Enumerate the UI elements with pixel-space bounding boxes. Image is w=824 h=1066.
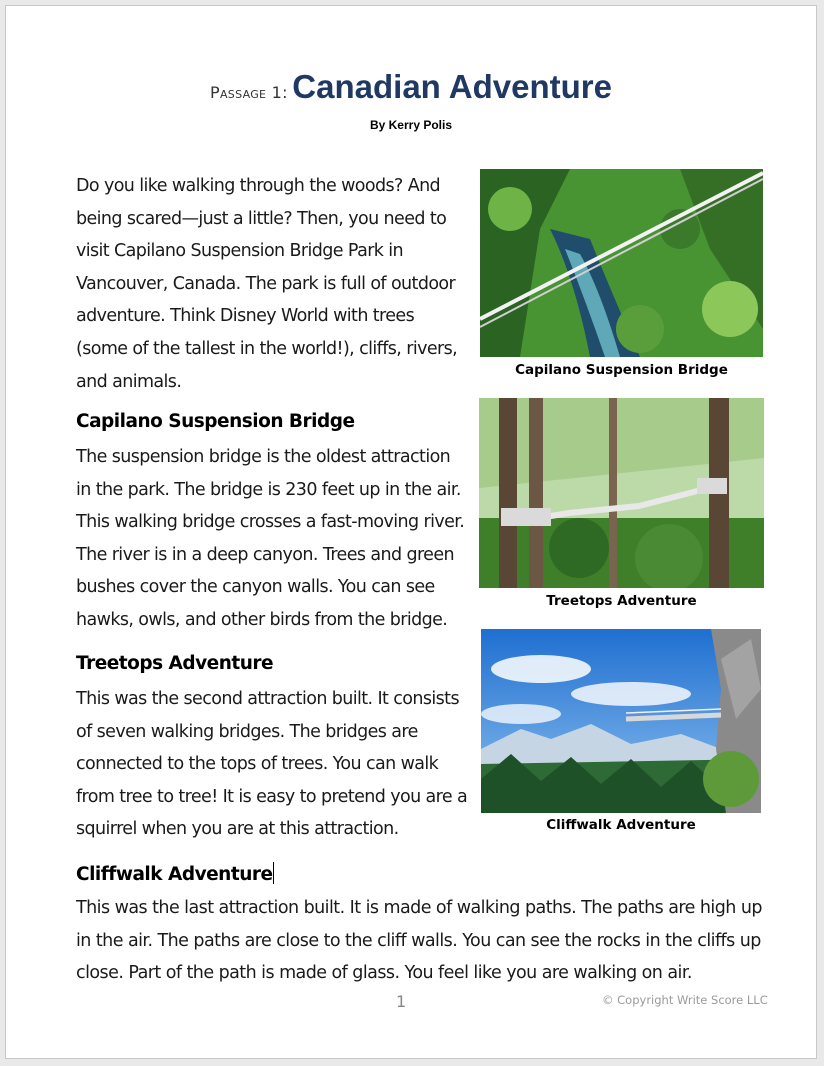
text-cursor [273, 862, 274, 884]
section-text-bridge[interactable]: The suspension bridge is the oldest attraction in the park. The bridge is 230 feet up in the air. This walking bridge crosses a fast-moving river. The river is in a deep canyon. Trees and green bushes cover the canyon walls. You can see hawks, owls, and other birds from the bridge. [76, 447, 465, 630]
photo-cliffwalk[interactable] [481, 629, 761, 813]
section-heading-cliffwalk[interactable] [76, 862, 274, 885]
passage-label: Passage 1: [210, 83, 288, 102]
document-page [5, 5, 817, 1059]
photo-treetops[interactable] [479, 398, 764, 588]
caption-treetops: Treetops Adventure [546, 593, 697, 609]
section-text-cliffwalk[interactable]: This was the last attraction built. It is made of walking paths. The paths are high up in the air. The paths are close to the cliff walls. You can see the rocks in the cliffs up close. Part of the path is made of glass. You feel like you are walking on air. [76, 898, 762, 984]
page-number: 1 [396, 992, 407, 1011]
copyright-notice: © Copyright Write Score LLC [602, 993, 768, 1007]
photo-treetops-art [479, 398, 764, 588]
photo-cliffwalk-art [481, 629, 761, 813]
photo-suspension-bridge[interactable] [480, 169, 763, 357]
title-text: Canadian Adventure [292, 68, 612, 105]
section-heading-cliffwalk-text: Cliffwalk Adventure [76, 864, 273, 885]
page-title [6, 68, 816, 106]
byline: By Kerry Polis [369, 118, 453, 132]
photo-suspension-bridge-art [480, 169, 763, 357]
section-heading-treetops[interactable]: Treetops Adventure [76, 653, 274, 674]
caption-cliffwalk: Cliffwalk Adventure [546, 817, 696, 833]
section-text-treetops[interactable]: This was the second attraction built. It consists of seven walking bridges. The bridges are connected to the tops of trees. You can walk from tree to tree! It is easy to pretend you are a squirrel when you are at this attraction. [76, 689, 468, 840]
section-heading-bridge[interactable]: Capilano Suspension Bridge [76, 411, 355, 432]
intro-paragraph[interactable]: Do you like walking through the woods? And being scared—just a little? Then, you need to visit Capilano Suspension Bridge Park in Vancouver, Canada. The park is full of outdoor adventure. Think Disney World with trees (some of the tallest in the world!), cliffs, rivers, and animals. [76, 176, 458, 392]
caption-suspension-bridge: Capilano Suspension Bridge [515, 362, 728, 378]
